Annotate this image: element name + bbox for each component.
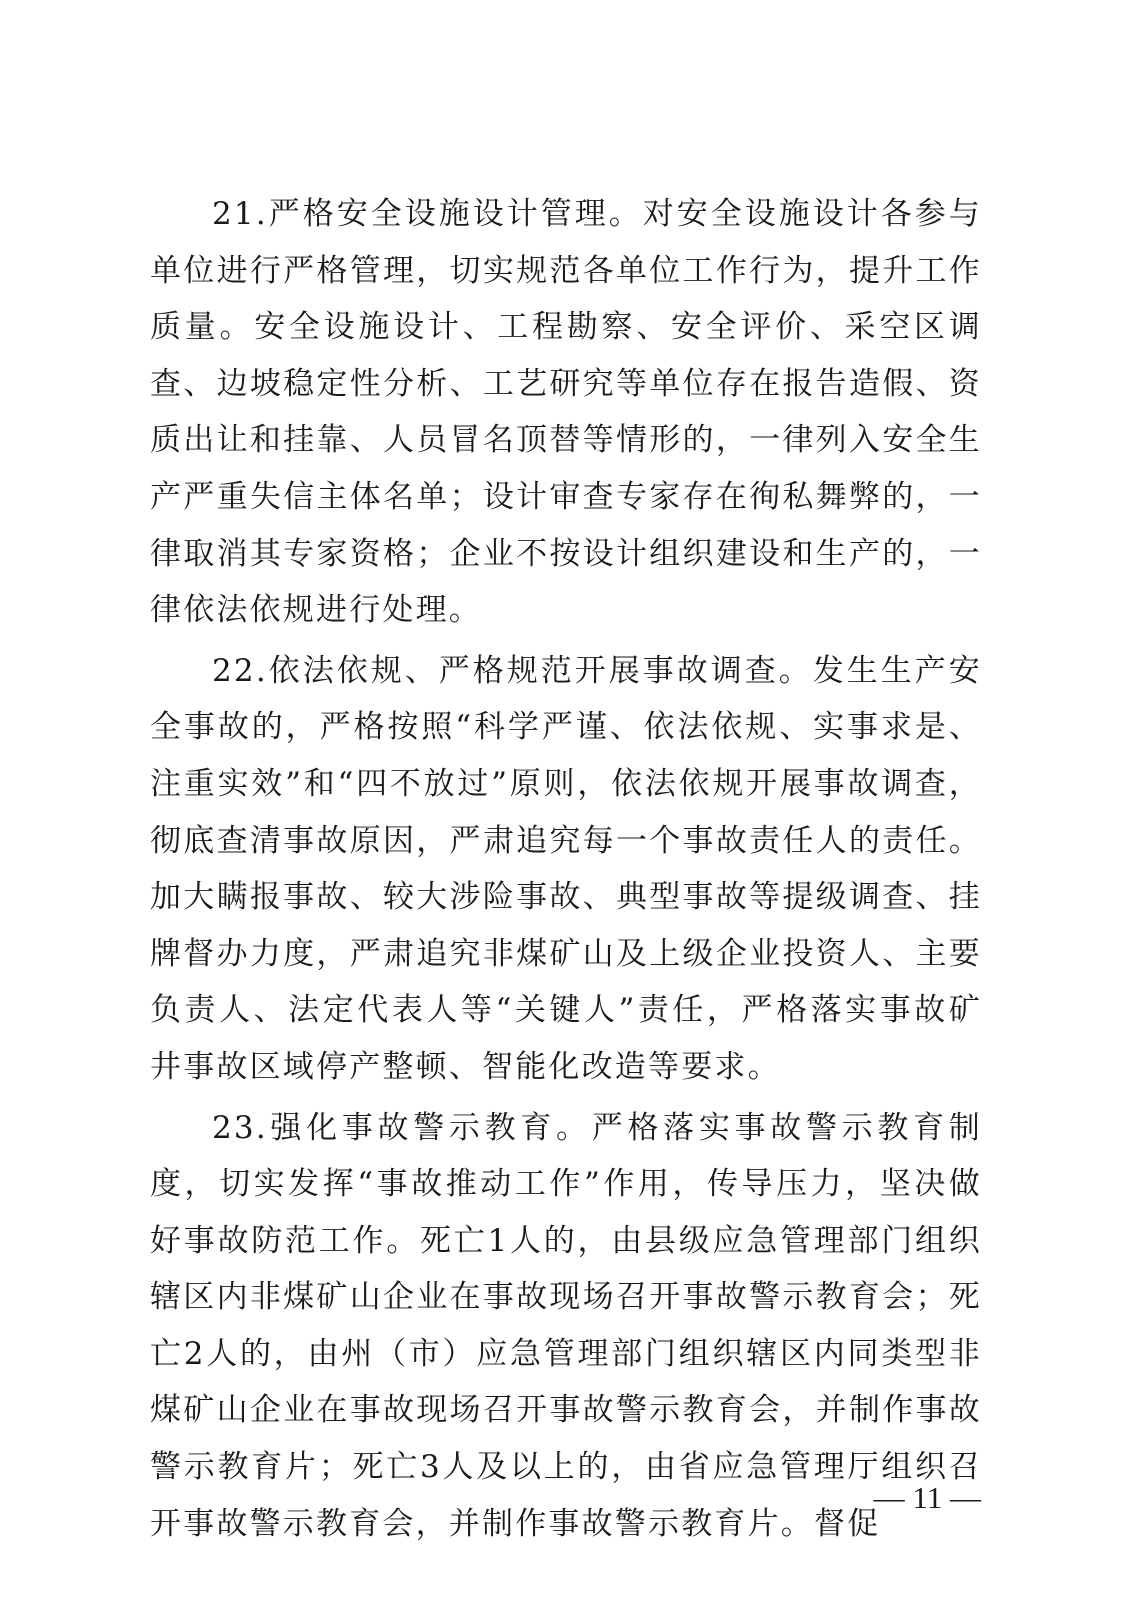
document-body [150,186,982,1556]
paragraph-23-accident-warning-education: 23.强化事故警示教育。严格落实事故警示教育制度，切实发挥“事故推动工作”作用，传导压力，坚决做好事故防范工作。死亡1人的，由县级应急管理部门组织辖区内非煤矿山企业在事故现场召开事故警示教育会；死亡2人的，由州（市）应急管理部门组织辖区内同类型非煤矿山企业在事故现场召开事故警示教育会，并制作事故警示教育片；死亡3人及以上的，由省应急管理厅组织召开事故警示教育会，并制作事故警示教育片。督促 [150,1109,982,1542]
paragraph-21-safety-facility-design: 21.严格安全设施设计管理。对安全设施设计各参与单位进行严格管理，切实规范各单位工作行为，提升工作质量。安全设施设计、工程勘察、安全评价、采空区调查、边坡稳定性分析、工艺研究等单位存在报告造假、资质出让和挂靠、人员冒名顶替等情形的，一律列入安全生产严重失信主体名单；设计审查专家存在徇私舞弊的，一律取消其专家资格；企业不按设计组织建设和生产的，一律依法依规进行处理。 [150,196,982,629]
page-number: — 11 — [873,1480,981,1515]
paragraph-22-accident-investigation: 22.依法依规、严格规范开展事故调查。发生生产安全事故的，严格按照“科学严谨、依法依规、实事求是、注重实效”和“四不放过”原则，依法依规开展事故调查，彻底查清事故原因，严肃追究每一个事故责任人的责任。加大瞒报事故、较大涉险事故、典型事故等提级调查、挂牌督办力度，严肃追究非煤矿山及上级企业投资人、主要负责人、法定代表人等“关键人”责任，严格落实事故矿井事故区域停产整顿、智能化改造等要求。 [150,652,982,1085]
